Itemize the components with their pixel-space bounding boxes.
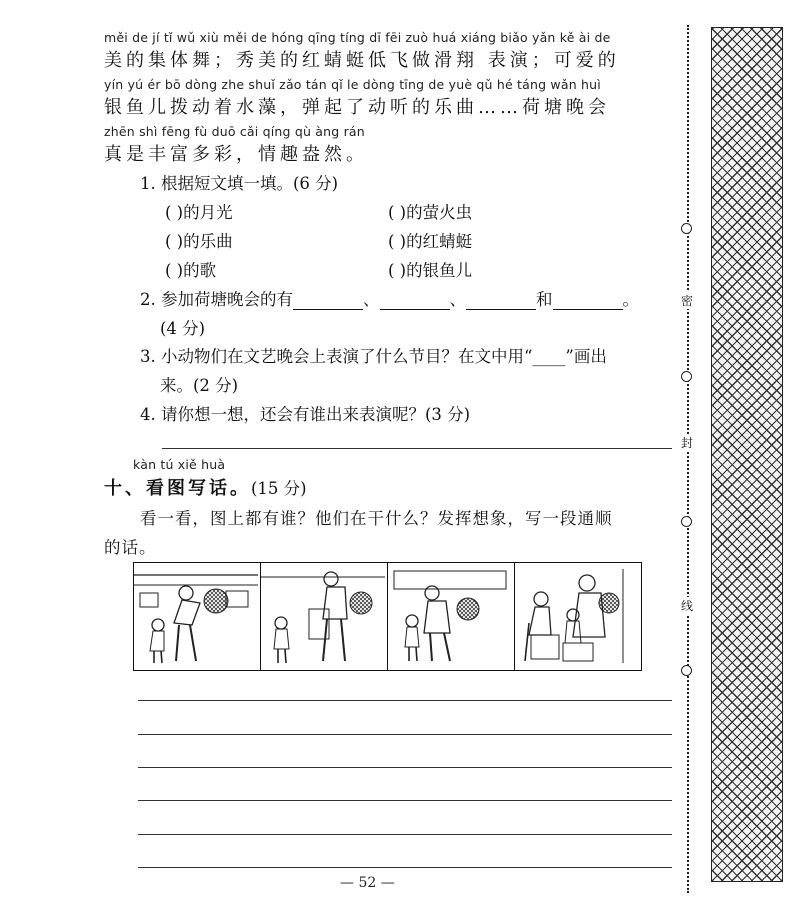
question-3-line-2: 来。(2 分) (160, 376, 239, 395)
pinyin-line-1: měi de jí tǐ wǔ xiù měi de hóng qīng tíng dī fēi zuò huá xiáng biǎo yǎn kě ài de (104, 30, 611, 45)
q4-answer-line[interactable] (162, 448, 672, 449)
q2-prefix: 2. 参加荷塘晚会的有 (140, 290, 293, 309)
writing-line[interactable] (138, 767, 672, 768)
page-number: — 52 — (340, 875, 395, 891)
pinyin-line-2: yín yú ér bō dòng zhe shuǐ zǎo tán qǐ le dòng tīng de yuè qǔ hé táng wǎn huì (104, 77, 601, 92)
writing-line[interactable] (138, 867, 672, 868)
q1-item-moonlight[interactable]: ( )的月光 (165, 203, 233, 222)
picture-panel-1 (134, 563, 261, 670)
q2-blank-3[interactable] (466, 290, 536, 310)
illustration-man-and-boy (134, 563, 258, 669)
binding-circle-icon (681, 516, 692, 527)
q1-item-silverfish[interactable]: ( )的银鱼儿 (388, 261, 473, 280)
pinyin-line-3: zhēn shì fēng fù duō cǎi qíng qù àng rán (104, 124, 365, 139)
q2-blank-2[interactable] (380, 290, 450, 310)
question-2 (140, 286, 639, 310)
picture-strip (133, 562, 642, 671)
section-title-pinyin: kàn tú xiě huà (133, 457, 226, 472)
question-3-line-1: 3. 小动物们在文艺晚会上表演了什么节目？在文中用“____”画出 (140, 347, 607, 366)
illustration-man-and-boy-seat (261, 563, 385, 669)
section-prompt-line-2: 的话。 (104, 538, 157, 557)
writing-line[interactable] (138, 700, 672, 701)
q2-and: 和 (536, 290, 553, 309)
writing-line[interactable] (138, 800, 672, 801)
binding-circle-icon (681, 665, 692, 676)
binding-seal-char: 线 (680, 599, 693, 613)
q1-item-firefly[interactable]: ( )的萤火虫 (388, 203, 473, 222)
binding-circle-icon (681, 223, 692, 234)
question-1: 1. 根据短文填一填。(6 分) (140, 174, 339, 193)
section-prompt-line-1: 看一看，图上都有谁？他们在干什么？发挥想象，写一段通顺 (140, 509, 613, 528)
writing-line[interactable] (138, 834, 672, 835)
text-line-3: 真是丰富多彩，情趣盎然。 (104, 144, 368, 165)
binding-dotted-line (687, 25, 689, 893)
q2-blank-1[interactable] (293, 290, 363, 310)
binding-circle-icon (681, 371, 692, 382)
q2-separator: 、 (449, 290, 466, 309)
illustration-elderly-seated (515, 563, 639, 669)
writing-line[interactable] (138, 734, 672, 735)
picture-panel-2 (261, 563, 388, 670)
section-score: (15 分) (251, 479, 307, 498)
q2-blank-4[interactable] (553, 290, 623, 310)
decorative-border-strip (711, 27, 783, 882)
illustration-boy-offers-seat (388, 563, 512, 669)
text-line-1: 美的集体舞；秀美的红蜻蜓低飞做滑翔 表演；可爱的 (104, 50, 620, 71)
q2-end: 。 (622, 290, 639, 309)
binding-seal-char: 密 (680, 294, 693, 308)
section-title (104, 474, 307, 500)
q1-item-music[interactable]: ( )的乐曲 (165, 232, 233, 251)
question-4: 4. 请你想一想，还会有谁出来表演呢？(3 分) (140, 405, 471, 424)
picture-panel-3 (388, 563, 515, 670)
q2-score: (4 分) (160, 319, 206, 338)
section-title-text: 十、看图写话。 (104, 478, 251, 499)
binding-seal-char: 封 (680, 436, 693, 450)
q1-item-dragonfly[interactable]: ( )的红蜻蜓 (388, 232, 473, 251)
q2-separator: 、 (363, 290, 380, 309)
picture-panel-4 (515, 563, 641, 670)
text-line-2: 银鱼儿拨动着水藻，弹起了动听的乐曲……荷塘晚会 (104, 97, 610, 118)
q1-item-song[interactable]: ( )的歌 (165, 261, 217, 280)
